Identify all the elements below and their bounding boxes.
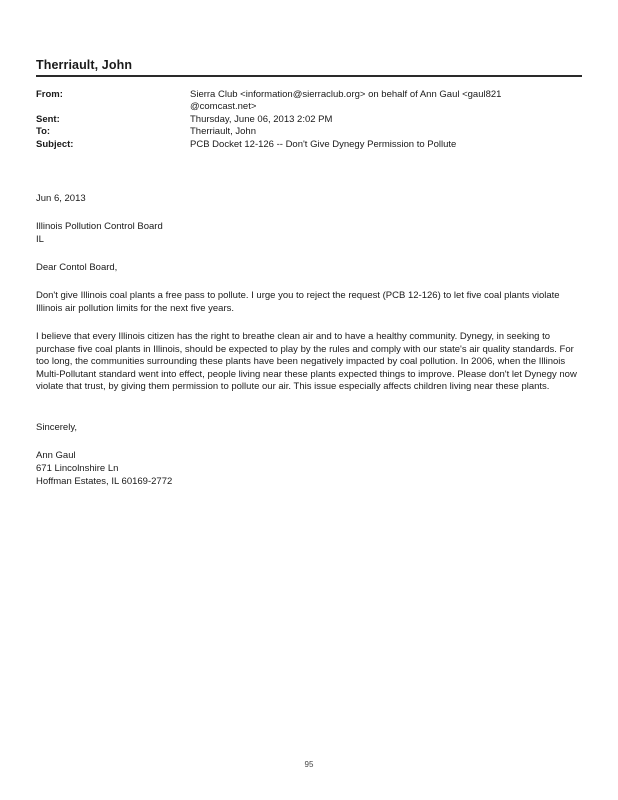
paragraph-2: I believe that every Illinois citizen has the right to breathe clean air and to have a healthy community. Dynegy, in seeking to purchase five coal plants in Illinois, should be expected to play by the rules and comply with our state's air quality standards. For too long, the communities surrounding these plants have been negatively impacted by coal pollution. In 2006, when the Illinois Multi-Pollutant standard went into effect, people living near these plants expected things to improve. Please don't let Dynegy now violate that trust, by giving them permission to pollute our air. This issue especially affects children living near these plants. (36, 331, 577, 392)
from-label: From: (36, 89, 63, 100)
paragraph-1: Don't give Illinois coal plants a free pass to pollute. I urge you to reject the request (PCB 12-126) to let five coal plants violate Illinois air pollution limits for the next five years. (36, 290, 560, 314)
letter-date: Jun 6, 2013 (36, 193, 86, 204)
sender-name: Ann Gaul (36, 450, 76, 461)
sender-city: Hoffman Estates, IL 60169-2772 (36, 476, 173, 487)
subject-label: Subject: (36, 139, 74, 150)
to-value: Therriault, John (190, 126, 257, 137)
salutation: Dear Contol Board, (36, 262, 118, 273)
subject-value: PCB Docket 12-126 -- Don't Give Dynegy Permission to Pollute (190, 139, 457, 150)
sender-street: 671 Lincolnshire Ln (36, 463, 119, 474)
recipient-state: IL (36, 234, 44, 245)
sent-value: Thursday, June 06, 2013 2:02 PM (190, 114, 333, 125)
header-divider (36, 75, 582, 77)
mailbox-owner-name: Therriault, John (36, 58, 133, 72)
closing: Sincerely, (36, 422, 78, 433)
recipient-org: Illinois Pollution Control Board (36, 221, 163, 232)
to-label: To: (36, 126, 51, 137)
from-value: Sierra Club <information@sierraclub.org> on behalf of Ann Gaul <gaul821 @comcast.net> (190, 89, 502, 112)
sent-label: Sent: (36, 114, 60, 125)
page-number: 95 (304, 760, 314, 769)
